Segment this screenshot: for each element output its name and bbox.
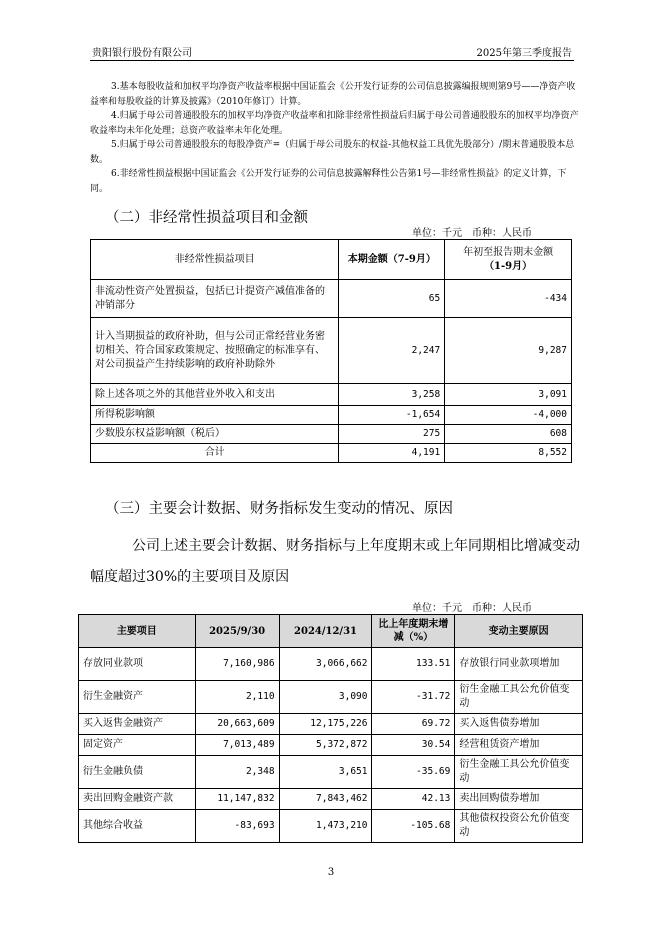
col-header-ytd	[445, 240, 572, 280]
row-ytd: 9,287	[445, 318, 572, 384]
row-v1: 11,147,832	[195, 789, 279, 810]
row-item: 计入当期损益的政府补助，但与公司正常经营业务密切相关、符合国家政策规定、按照确定的标准享有、对公司损益产生持续影响的政府补助除外	[91, 318, 339, 384]
total-row	[91, 444, 572, 463]
table-row	[91, 318, 572, 384]
note-3: 3.基本每股收益和加权平均净资产收益率根据中国证监会《公开发行证券的公司信息披露编报规则第9号——净资产收益率和每股收益的计算及披露》（2010年修订）计算。	[90, 82, 576, 107]
row-reason: 其他债权投资公允价值变动	[455, 810, 583, 843]
row-v2: 3,066,662	[279, 648, 372, 681]
row-reason: 衍生金融工具公允价值变动	[455, 681, 583, 714]
col-header-change: 比上年度期末增减（%）	[372, 615, 455, 648]
table-row	[91, 425, 572, 444]
row-v2: 3,651	[279, 756, 372, 789]
row-change: -31.72	[372, 681, 455, 714]
row-change: -105.68	[372, 810, 455, 843]
col-header-item: 主要项目	[79, 615, 196, 648]
row-change: 133.51	[372, 648, 455, 681]
header-company: 贵阳银行股份有限公司	[92, 48, 192, 59]
section3-paragraph-text: 公司上述主要会计数据、财务指标与上年度期末或上年同期相比增减变动幅度超过30%的主要项目及原因	[90, 538, 580, 585]
row-v1: -83,693	[195, 810, 279, 843]
row-item: 衍生金融负债	[79, 756, 196, 789]
row-current: 3,258	[339, 384, 445, 406]
col-header-d2: 2024/12/31	[279, 615, 372, 648]
row-change: 30.54	[372, 735, 455, 756]
row-current: 2,247	[339, 318, 445, 384]
major-items-table	[78, 614, 583, 843]
col-header-ytd-line1: 年初至报告期末金额	[463, 246, 554, 258]
row-current: -1,654	[339, 406, 445, 425]
row-ytd: -434	[445, 280, 572, 318]
table-row	[79, 789, 583, 810]
table-row	[91, 406, 572, 425]
row-v1: 7,160,986	[195, 648, 279, 681]
table-row	[79, 735, 583, 756]
table-header-row	[79, 615, 583, 648]
section3-title: （三）主要会计数据、财务指标发生变动的情况、原因	[105, 501, 453, 517]
col-header-reason: 变动主要原因	[455, 615, 583, 648]
row-change: 42.13	[372, 789, 455, 810]
row-item: 除上述各项之外的其他营业外收入和支出	[91, 384, 339, 406]
row-item: 固定资产	[79, 735, 196, 756]
nonrecurring-table	[90, 239, 572, 463]
table-row	[79, 648, 583, 681]
note-4: 4.归属于母公司普通股股东的加权平均净资产收益率和扣除非经常性损益后归属于母公司普通股股东的加权平均净资产收益率均未年化处理；总资产收益率未年化处理。	[90, 111, 579, 136]
section2-title: （二）非经常性损益项目和金额	[105, 210, 308, 226]
table-row	[79, 810, 583, 843]
table-row	[79, 714, 583, 735]
row-reason: 存放银行同业款项增加	[455, 648, 583, 681]
page-number: 3	[327, 867, 335, 878]
total-current: 4,191	[339, 444, 445, 463]
row-reason: 买入返售债券增加	[455, 714, 583, 735]
header-divider	[90, 60, 574, 61]
row-change: 69.72	[372, 714, 455, 735]
table-row	[79, 756, 583, 789]
col-header-d1: 2025/9/30	[195, 615, 279, 648]
row-ytd: 3,091	[445, 384, 572, 406]
table-row	[91, 280, 572, 318]
table-row	[91, 384, 572, 406]
col-header-ytd-line2: （1-9月）	[484, 260, 533, 272]
row-item: 卖出回购金融资产款	[79, 789, 196, 810]
row-current: 65	[339, 280, 445, 318]
row-v1: 2,110	[195, 681, 279, 714]
total-ytd: 8,552	[445, 444, 572, 463]
row-v2: 12,175,226	[279, 714, 372, 735]
section3-paragraph	[90, 531, 580, 593]
row-change: -35.69	[372, 756, 455, 789]
col-header-item: 非经常性损益项目	[91, 240, 339, 280]
row-v2: 1,473,210	[279, 810, 372, 843]
row-item: 买入返售金融资产	[79, 714, 196, 735]
note-6: 6.非经常性损益根据中国证监会《公开发行证券的公司信息披露解释性公告第1号—非经常性损益》的定义计算，下同。	[90, 169, 567, 194]
notes-block	[90, 80, 580, 196]
row-v1: 20,663,609	[195, 714, 279, 735]
row-item: 其他综合收益	[79, 810, 196, 843]
header-report-title: 2025年第三季度报告	[476, 48, 572, 59]
row-item: 非流动性资产处置损益，包括已计提资产减值准备的冲销部分	[91, 280, 339, 318]
row-reason: 衍生金融工具公允价值变动	[455, 756, 583, 789]
row-ytd: 608	[445, 425, 572, 444]
total-label: 合计	[91, 444, 339, 463]
section3-unit: 单位：千元 币种：人民币	[412, 603, 532, 614]
table-header-row	[91, 240, 572, 280]
row-reason: 卖出回购债券增加	[455, 789, 583, 810]
row-v2: 5,372,872	[279, 735, 372, 756]
section2-unit: 单位：千元 币种：人民币	[412, 228, 532, 239]
note-5: 5.归属于母公司普通股股东的每股净资产=（归属于母公司股东的权益-其他权益工具优先股部分）/期末普通股股本总数。	[90, 140, 575, 165]
row-ytd: -4,000	[445, 406, 572, 425]
row-item: 少数股东权益影响额（税后）	[91, 425, 339, 444]
row-item: 衍生金融资产	[79, 681, 196, 714]
row-current: 275	[339, 425, 445, 444]
row-reason: 经营租赁资产增加	[455, 735, 583, 756]
row-item: 存放同业款项	[79, 648, 196, 681]
row-v2: 7,843,462	[279, 789, 372, 810]
row-v2: 3,090	[279, 681, 372, 714]
row-v1: 2,348	[195, 756, 279, 789]
row-v1: 7,013,489	[195, 735, 279, 756]
col-header-current: 本期金额（7-9月）	[339, 240, 445, 280]
table-row	[79, 681, 583, 714]
row-item: 所得税影响额	[91, 406, 339, 425]
